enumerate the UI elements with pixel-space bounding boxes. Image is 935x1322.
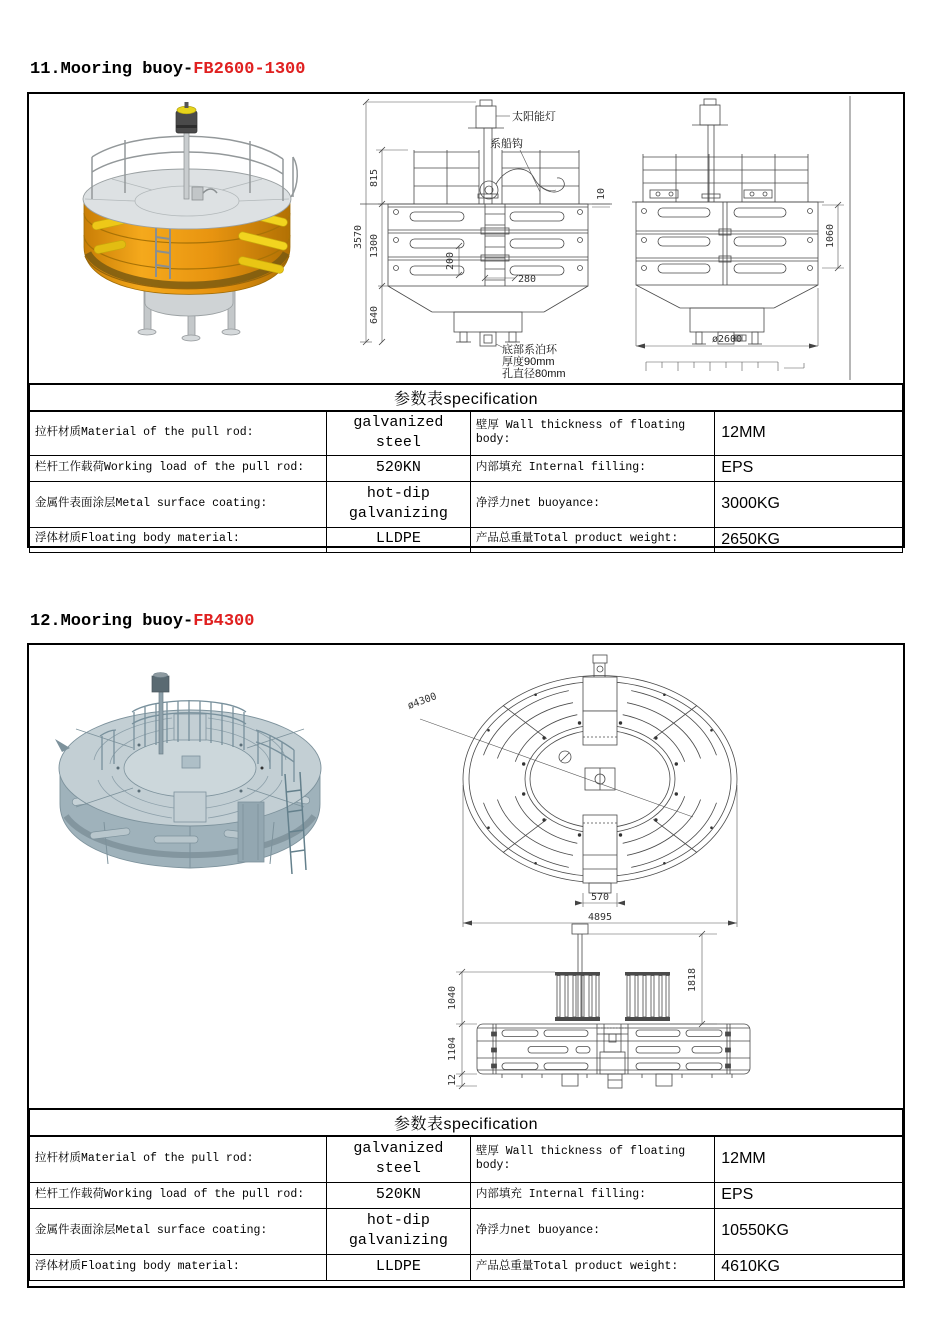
dim-light-height-fb4300: 1818 [687, 967, 698, 993]
cad-hull-front [360, 204, 612, 286]
dim-diameter: ø2600 [711, 334, 743, 345]
section1-model: FB2600-1300 [193, 60, 306, 79]
cad-center-fitting [559, 751, 615, 790]
spec-label: 产品总重量Total product weight: [470, 527, 714, 552]
dim-slot-height: 200 [445, 251, 456, 271]
cad-feet-fb4300 [502, 1074, 732, 1088]
spec-table-fb4300 [29, 1108, 903, 1281]
top-view-drawing-fb4300 [393, 645, 765, 937]
buoy-3d-render-fb2600 [40, 95, 325, 345]
cad-center-channel-fb4300 [597, 1024, 628, 1074]
dim-base-height: 640 [369, 305, 380, 325]
section2-title-prefix: 12.Mooring buoy- [30, 612, 194, 631]
spec-value: EPS [715, 1182, 903, 1208]
cad-hull-bottom [388, 286, 588, 346]
dim-channel-width: 570 [590, 892, 610, 903]
cad-mooring-hook [480, 169, 564, 199]
side-view-drawing-fb2600 [628, 94, 868, 382]
spec-value: 12MM [715, 411, 903, 455]
spec-label: 金属件表面涂层Metal surface coating: [30, 1208, 327, 1254]
callout-solar-light: 太阳能灯 [512, 111, 556, 123]
cad-scale-ruler [646, 362, 804, 371]
dim-ladder-width: 280 [518, 274, 537, 285]
spec-label: 净浮力net buoyance: [470, 1208, 714, 1254]
spec-label: 拉杆材质Material of the pull rod: [30, 1136, 327, 1182]
spec-label: 栏杆工作载荷Working load of the pull rod: [30, 455, 327, 481]
dim-deck-thickness: 10 [596, 187, 607, 201]
spec-value: 4610KG [715, 1254, 903, 1280]
spec-table-fb2600 [29, 383, 903, 553]
spec-label: 内部填充 Internal filling: [470, 1182, 714, 1208]
spec-label: 壁厚 Wall thickness of floating body: [470, 1136, 714, 1182]
section2-figures [29, 645, 903, 1108]
cad-dimensions-side [636, 205, 844, 346]
dim-side-height: 1060 [825, 223, 836, 249]
spec-label: 产品总重量Total product weight: [470, 1254, 714, 1280]
spec-label: 栏杆工作载荷Working load of the pull rod: [30, 1182, 327, 1208]
cad-top-dimensions [420, 719, 737, 927]
dim-skirt-height-fb4300: 12 [447, 1073, 458, 1087]
cad-hull-fb4300 [477, 1024, 750, 1074]
spec-value: EPS [715, 455, 903, 481]
spec-value: 3000KG [715, 481, 903, 527]
spec-label: 拉杆材质Material of the pull rod: [30, 411, 327, 455]
dim-overall-width: 4895 [587, 912, 613, 923]
spec-label: 净浮力net buoyance: [470, 481, 714, 527]
dim-top-diameter: ø4300 [406, 691, 439, 712]
cad-railing-side [643, 154, 808, 202]
spec-value: hot-dip galvanizing [326, 481, 470, 527]
spec-value: 12MM [715, 1136, 903, 1182]
spec-table-header: 参数表specification [30, 1109, 903, 1136]
spec-value: galvanized steel [326, 1136, 470, 1182]
callout-bottom-ring-3: 孔直径80mm [502, 368, 566, 380]
callout-bottom-ring-2: 厚度90mm [502, 356, 555, 368]
cad-hull-side [632, 202, 824, 285]
spec-label: 浮体材质Floating body material: [30, 527, 327, 552]
cad-railing [414, 150, 579, 204]
spec-value: 10550KG [715, 1208, 903, 1254]
spec-label: 壁厚 Wall thickness of floating body: [470, 411, 714, 455]
spec-value: LLDPE [326, 527, 470, 552]
spec-label: 金属件表面涂层Metal surface coating: [30, 481, 327, 527]
section2-model: FB4300 [193, 612, 255, 631]
callout-bottom-ring-1: 底部系泊环 [502, 344, 557, 356]
dim-body-height-fb4300: 1104 [447, 1036, 458, 1062]
spec-label: 浮体材质Floating body material: [30, 1254, 327, 1280]
section1-title [30, 60, 305, 79]
spec-value: 520KN [326, 1182, 470, 1208]
section1-title-prefix: 11.Mooring buoy- [30, 60, 194, 79]
section1-figures [29, 94, 903, 383]
gray-buoy-side-channel [238, 802, 264, 862]
spec-label: 内部填充 Internal filling: [470, 455, 714, 481]
callout-mooring-hook: 系船钩 [490, 138, 523, 150]
front-view-drawing-fb4300 [432, 922, 762, 1100]
section1-panel [27, 92, 905, 548]
section2-title [30, 612, 254, 631]
section2-panel [27, 643, 905, 1288]
cad-rail-cluster-left [555, 972, 600, 1021]
buoy-3d-render-fb4300 [42, 652, 337, 922]
spec-value: hot-dip galvanizing [326, 1208, 470, 1254]
dim-body-height: 1300 [369, 233, 380, 259]
dim-total-height: 3570 [353, 224, 364, 250]
cad-solar-light-side [692, 99, 728, 202]
cad-rail-cluster-right [625, 972, 670, 1021]
dim-rail-height-fb4300: 1040 [447, 985, 458, 1011]
spec-value: 520KN [326, 455, 470, 481]
cad-center-ladder [481, 204, 509, 286]
spec-table-header: 参数表specification [30, 384, 903, 411]
front-view-drawing-fb2600 [352, 94, 624, 382]
spec-value: 2650KG [715, 527, 903, 552]
spec-value: LLDPE [326, 1254, 470, 1280]
dim-rail-height: 815 [369, 168, 380, 188]
spec-value: galvanized steel [326, 411, 470, 455]
